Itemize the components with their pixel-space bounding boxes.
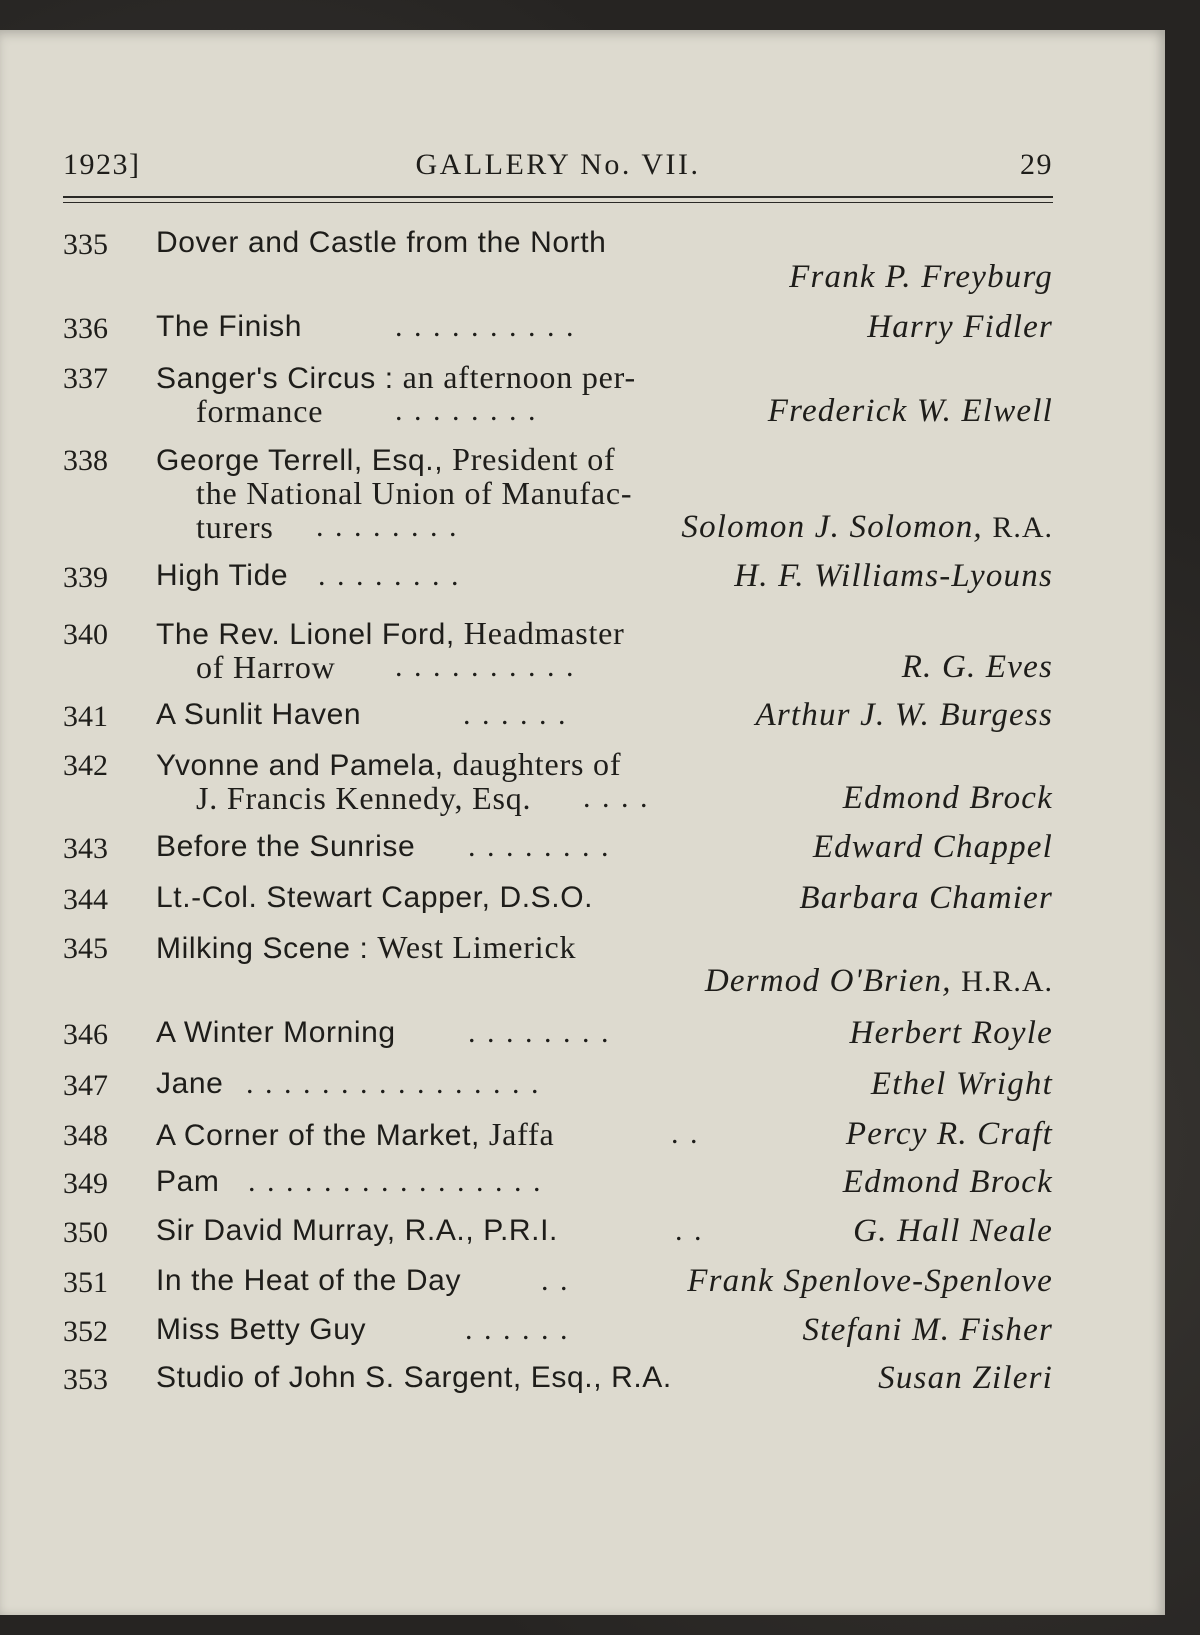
leader-dots: . . xyxy=(671,1117,700,1150)
entry-title: A Corner of the Market, Jaffa xyxy=(156,1116,555,1152)
entry-description: West Limerick xyxy=(377,929,577,965)
catalogue-entry xyxy=(63,442,1053,544)
page-number: 29 xyxy=(1020,148,1053,181)
entry-number: 340 xyxy=(63,618,108,651)
entry-artist: Edward Chappel xyxy=(812,829,1053,865)
catalogue-entry xyxy=(63,698,1053,732)
entry-title: The Finish xyxy=(156,310,303,343)
catalogue-entry xyxy=(63,747,1053,815)
entry-number: 344 xyxy=(63,883,108,916)
entry-title: Studio of John S. Sargent, Esq., R.A. xyxy=(156,1361,672,1394)
entry-description: an afternoon per- xyxy=(402,359,636,395)
entry-artist: Susan Zileri xyxy=(878,1360,1053,1396)
catalogue-entry xyxy=(63,1067,1053,1101)
entry-number: 346 xyxy=(63,1018,108,1051)
entry-number: 341 xyxy=(63,700,108,733)
entry-title-continuation: turers xyxy=(196,509,274,545)
entry-artist: Harry Fidler xyxy=(867,309,1053,345)
entry-number: 348 xyxy=(63,1119,108,1152)
entry-artist: Edmond Brock xyxy=(842,1164,1053,1200)
entry-title: George Terrell, Esq., President of xyxy=(156,441,616,477)
entry-artist: Dermod O'Brien, H.R.A. xyxy=(704,963,1053,999)
leader-dots: . . . . . . . . . . xyxy=(395,310,576,343)
entry-number: 337 xyxy=(63,362,108,395)
entry-title: Milking Scene : West Limerick xyxy=(156,929,577,965)
entry-artist: H. F. Williams-Lyouns xyxy=(734,558,1053,594)
entry-artist: Solomon J. Solomon, R.A. xyxy=(681,509,1053,545)
catalogue-entry xyxy=(63,830,1053,864)
entry-artist: Herbert Royle xyxy=(849,1015,1053,1051)
header-rule-thin xyxy=(63,202,1053,203)
leader-dots: . . xyxy=(541,1264,570,1297)
leader-dots: . . xyxy=(675,1214,704,1247)
entry-title: A Winter Morning xyxy=(156,1016,396,1049)
catalogue-page xyxy=(0,30,1165,1615)
entry-title: Yvonne and Pamela, daughters of xyxy=(156,746,622,782)
entry-number: 343 xyxy=(63,832,108,865)
catalogue-entry xyxy=(63,310,1053,344)
entry-artist: Barbara Chamier xyxy=(799,880,1053,916)
entry-title: Sanger's Circus : an afternoon per- xyxy=(156,359,636,395)
entry-artist: Ethel Wright xyxy=(870,1066,1053,1102)
entry-number: 353 xyxy=(63,1363,108,1396)
entry-title: Before the Sunrise xyxy=(156,830,416,863)
entry-number: 336 xyxy=(63,312,108,345)
leader-dots: . . . . xyxy=(583,781,650,814)
entry-artist: Frank Spenlove-Spenlove xyxy=(687,1263,1053,1299)
header-rule-thick xyxy=(63,196,1053,198)
entry-description: Jaffa xyxy=(488,1116,555,1152)
entry-title: In the Heat of the Day xyxy=(156,1264,462,1297)
catalogue-entry xyxy=(63,360,1053,428)
leader-dots: . . . . . . xyxy=(465,1313,570,1346)
entry-title-continuation: formance xyxy=(196,393,324,429)
entry-artist: Edmond Brock xyxy=(842,780,1053,816)
entry-number: 352 xyxy=(63,1315,108,1348)
entry-number: 350 xyxy=(63,1216,108,1249)
catalogue-entry xyxy=(63,616,1053,684)
leader-dots: . . . . . . . . . . . . . . . . xyxy=(246,1067,541,1100)
entry-number: 345 xyxy=(63,932,108,965)
catalogue-entry xyxy=(63,226,1053,294)
catalogue-entry xyxy=(63,1214,1053,1248)
entry-title-continuation: of Harrow xyxy=(196,649,336,685)
leader-dots: . . . . . . . . . . . . . . . . xyxy=(248,1165,543,1198)
entry-description: President of xyxy=(452,441,616,477)
leader-dots: . . . . . . . . xyxy=(395,394,538,427)
catalogue-entry xyxy=(63,1165,1053,1199)
entry-title-continuation: J. Francis Kennedy, Esq. xyxy=(196,780,532,816)
catalogue-entry xyxy=(63,1016,1053,1050)
entry-title: The Rev. Lionel Ford, Headmaster xyxy=(156,615,625,651)
entry-artist: G. Hall Neale xyxy=(853,1213,1053,1249)
entry-artist: Arthur J. W. Burgess xyxy=(755,697,1053,733)
entry-number: 342 xyxy=(63,749,108,782)
entry-number: 335 xyxy=(63,228,108,261)
entry-artist: Stefani M. Fisher xyxy=(802,1312,1053,1348)
entry-artist: R. G. Eves xyxy=(901,649,1053,685)
entry-artist: Frank P. Freyburg xyxy=(789,259,1053,295)
entry-number: 351 xyxy=(63,1266,108,1299)
catalogue-entry xyxy=(63,1313,1053,1347)
leader-dots: . . . . . . . . xyxy=(468,830,611,863)
entry-description: daughters of xyxy=(452,746,622,782)
catalogue-entry xyxy=(63,881,1053,915)
entry-title-continuation: the National Union of Manufac- xyxy=(196,475,633,511)
catalogue-entry xyxy=(63,1117,1053,1151)
entry-number: 338 xyxy=(63,444,108,477)
entry-title: Dover and Castle from the North xyxy=(156,226,607,259)
page-header xyxy=(63,148,1053,188)
entry-title: Pam xyxy=(156,1165,220,1198)
entry-number: 339 xyxy=(63,561,108,594)
leader-dots: . . . . . . . . . . xyxy=(395,650,576,683)
catalogue-entry xyxy=(63,1264,1053,1298)
leader-dots: . . . . . . . . xyxy=(316,510,459,543)
header-year: 1923] xyxy=(63,148,141,181)
leader-dots: . . . . . . . . xyxy=(468,1016,611,1049)
catalogue-entry xyxy=(63,559,1053,593)
entry-artist: Percy R. Craft xyxy=(845,1116,1053,1152)
entry-title: High Tide xyxy=(156,559,289,592)
header-gallery-title: GALLERY No. VII. xyxy=(415,148,701,181)
catalogue-entry xyxy=(63,1361,1053,1395)
entry-title: Sir David Murray, R.A., P.R.I. xyxy=(156,1214,558,1247)
leader-dots: . . . . . . xyxy=(463,698,568,731)
entry-number: 347 xyxy=(63,1069,108,1102)
entry-title: Lt.-Col. Stewart Capper, D.S.O. xyxy=(156,881,594,914)
entry-title: Jane xyxy=(156,1067,224,1100)
entry-number: 349 xyxy=(63,1167,108,1200)
leader-dots: . . . . . . . . xyxy=(318,559,461,592)
entry-title: A Sunlit Haven xyxy=(156,698,362,731)
entry-description: Headmaster xyxy=(463,615,625,651)
entry-artist: Frederick W. Elwell xyxy=(767,393,1053,429)
entry-title: Miss Betty Guy xyxy=(156,1313,367,1346)
catalogue-entry xyxy=(63,930,1053,998)
